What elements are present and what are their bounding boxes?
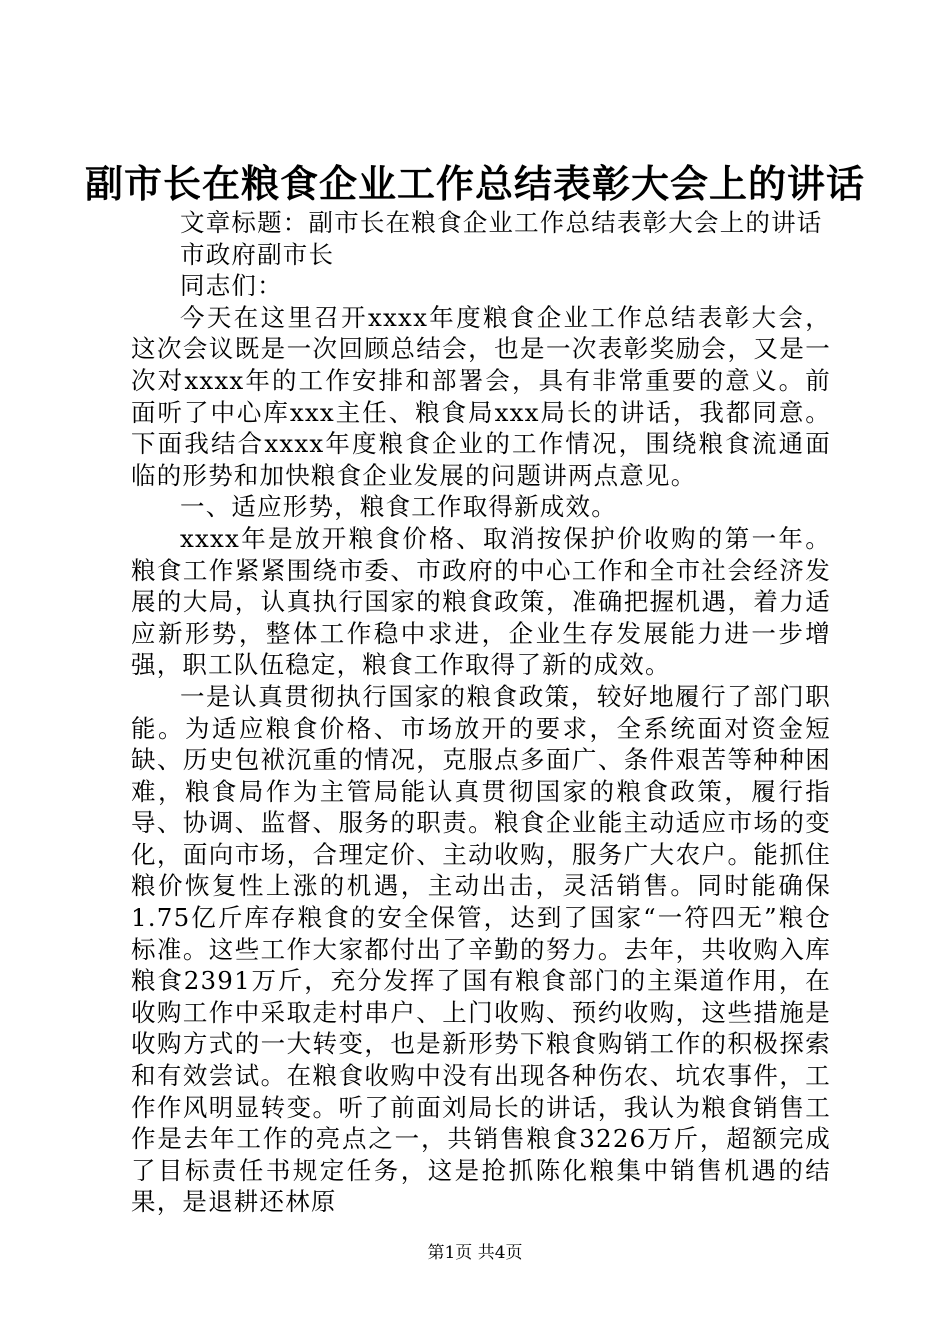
document-body <box>131 207 831 1218</box>
speaker-line: 市政府副市长 <box>180 239 335 269</box>
intro-paragraph: 今天在这里召开xxxx年度粮食企业工作总结表彰大会，这次会议既是一次回顾总结会，也是一次表彰奖励会，又是一次对xxxx年的工作安排和部署会，具有非常重要的意义。前面听了中心库xxx主任、粮食局xxx局长的讲话，我都同意。下面我结合xxxx年度粮食企业的工作情况，围绕粮食流通面临的形势和加快粮食企业发展的问题讲两点意见。 <box>131 302 831 490</box>
body-paragraph: 一是认真贯彻执行国家的粮食政策，较好地履行了部门职能。为适应粮食价格、市场放开的要求，全系统面对资金短缺、历史包袱沉重的情况，克服点多面广、条件艰苦等种种困难，粮食局作为主管局能认真贯彻国家的粮食政策，履行指导、协调、监督、服务的职责。粮食企业能主动适应市场的变化，面向市场，合理定价、主动收购，服务广大农户。能抓住粮价恢复性上涨的机遇，主动出击，灵活销售。同时能确保1.75亿斤库存粮食的安全保管，达到了国家“一符四无”粮仓标准。这些工作大家都付出了辛勤的努力。去年，共收购入库粮食2391万斤，充分发挥了国有粮食部门的主渠道作用，在收购工作中采取走村串户、上门收购、预约收购，这些措施是收购方式的一大转变，也是新形势下粮食购销工作的积极探索和有效尝试。在粮食收购中没有出现各种伤农、坑农事件，工作作风明显转变。听了前面刘局长的讲话，我认为粮食销售工作是去年工作的亮点之一，共销售粮食3226万斤，超额完成了目标责任书规定任务，这是抢抓陈化粮集中销售机遇的结果，是退耕还林原 <box>131 681 831 1217</box>
article-title-line: 文章标题：副市长在粮食企业工作总结表彰大会上的讲话 <box>180 208 823 237</box>
page-footer: 第1页 共4页 <box>427 1243 523 1263</box>
salutation: 同志们： <box>180 271 283 301</box>
body-paragraph: xxxx年是放开粮食价格、取消按保护价收购的第一年。粮食工作紧紧围绕市委、市政府的中心工作和全市社会经济发展的大局，认真执行国家的粮食政策，准确把握机遇，着力适应新形势，整体工作稳中求进，企业生存发展能力进一步增强，职工队伍稳定，粮食工作取得了新的成效。 <box>131 523 831 680</box>
section-heading: 一、适应形势，粮食工作取得新成效。 <box>180 492 617 522</box>
document-title: 副市长在粮食企业工作总结表彰大会上的讲话 <box>84 161 865 206</box>
